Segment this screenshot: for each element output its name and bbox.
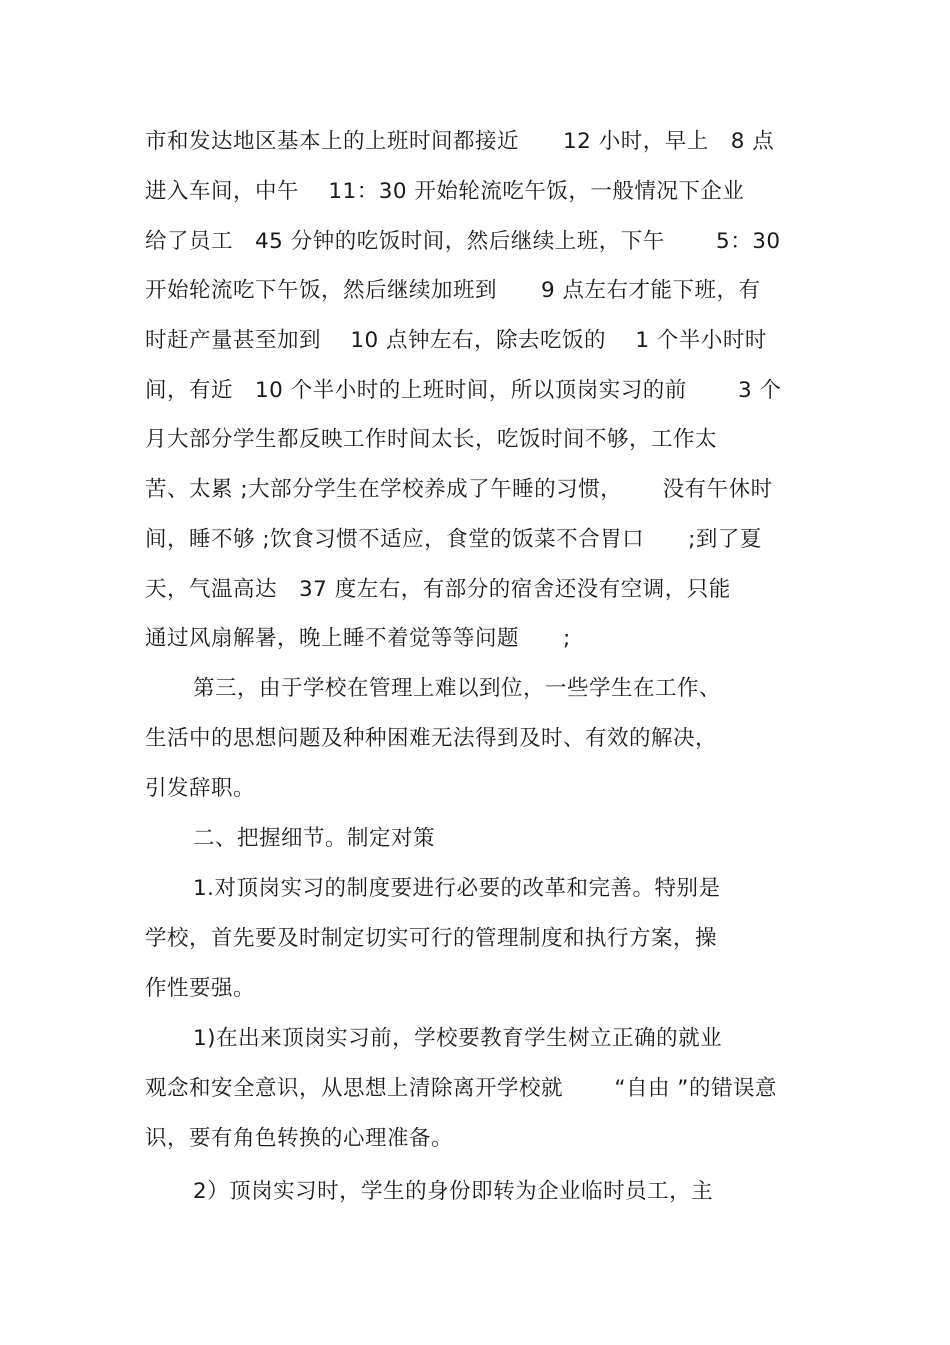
- paragraph-start-line: 第三，由于学校在管理上难以到位，一些学生在工作、: [193, 676, 722, 701]
- text-line: 生活中的思想问题及种种困难无法得到及时、有效的解决，: [145, 726, 718, 751]
- text-line: 引发辞职。: [145, 776, 256, 801]
- text-line: 开始轮流吃下午饭，然后继续加班到 9 点左右才能下班，有: [145, 278, 761, 303]
- text-line: 苦、太累 ;大部分学生在学校养成了午睡的习惯， 没有午休时: [145, 477, 773, 502]
- text-line: 学校，首先要及时制定切实可行的管理制度和执行方案，操: [145, 926, 718, 951]
- text-line: 观念和安全意识，从思想上清除离开学校就 “自由 ”的错误意: [145, 1076, 777, 1101]
- text-line: 识，要有角色转换的心理准备。: [145, 1126, 454, 1151]
- text-line: 月大部分学生都反映工作时间太长，吃饭时间不够，工作太: [145, 427, 718, 452]
- text-line: 作性要强。: [145, 976, 256, 1001]
- text-line: 间，睡不够 ;饮食习惯不适应，食堂的饭菜不合胃口 ;到了夏: [145, 527, 762, 552]
- text-line: 通过风扇解暑，晚上睡不着觉等等问题 ;: [145, 626, 571, 651]
- text-line: 市和发达地区基本上的上班时间都接近 12 小时，早上 8 点: [145, 129, 775, 154]
- text-line: 间，有近 10 个半小时的上班时间，所以顶岗实习的前 3 个: [145, 378, 782, 403]
- text-line: 给了员工 45 分钟的吃饭时间，然后继续上班，下午 5：30: [145, 229, 781, 254]
- paragraph-start-line: 1.对顶岗实习的制度要进行必要的改革和完善。特别是: [193, 876, 721, 901]
- section-heading: 二、把握细节。制定对策: [193, 826, 436, 851]
- text-line: 时赶产量甚至加到 10 点钟左右，除去吃饭的 1 个半小时时: [145, 328, 767, 353]
- paragraph-start-line: 1)在出来顶岗实习前，学校要教育学生树立正确的就业: [193, 1026, 723, 1051]
- text-line: 天，气温高达 37 度左右，有部分的宿舍还没有空调，只能: [145, 577, 731, 602]
- text-line: 进入车间，中午 11：30 开始轮流吃午饭，一般情况下企业: [145, 179, 745, 204]
- paragraph-start-line: 2）顶岗实习时，学生的身份即转为企业临时员工，主: [193, 1179, 714, 1204]
